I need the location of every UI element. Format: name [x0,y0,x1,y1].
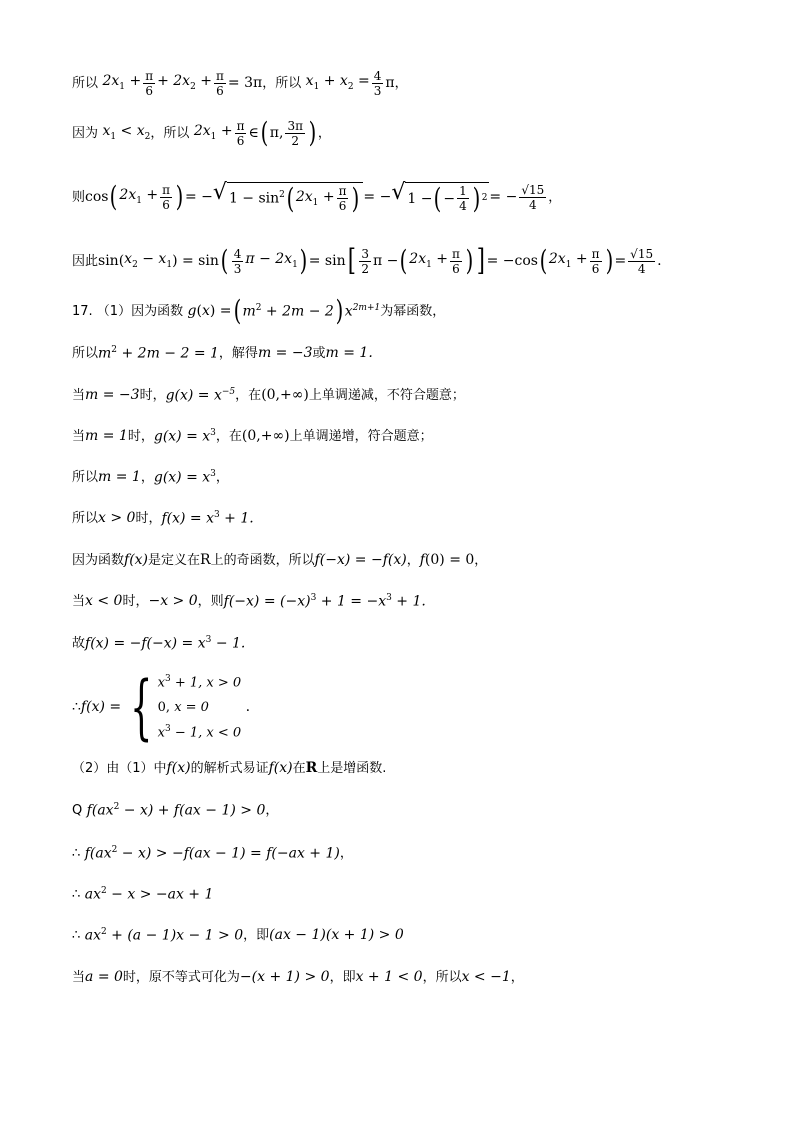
text: 当 [72,969,86,985]
text: 所以 [72,469,99,485]
text: ， [265,802,279,818]
line-8: 当 m = 1 时， $g(x) = x^3$ ，在 (0,+∞) 上单调递增，符合题意； [72,427,433,445]
line-12: 当 x < 0 时， −x > 0 ，则 $f(-x) = (-x)^3 + 1 = -x^3 + 1$. [72,592,426,610]
text: 的解析式易证 [190,760,269,776]
text: 则 [72,189,86,205]
text: ， [406,552,420,568]
line-9: 所以 m = 1 ， $g(x) = x^3$ ， [72,468,229,486]
text: 所以 [72,510,99,526]
text: 时， [122,593,149,609]
text: ，则 [197,593,224,609]
text: 上单调递减，不符合题意； [308,387,465,403]
text: ，解得 [218,345,258,361]
text: 当 [72,593,86,609]
line-20: 当 a = 0 时，原不等式可化为 −(x + 1) > 0 ，即 x + 1 < 0 ，所以 x < −1 ， [72,969,524,985]
text: 因为函数 [72,552,125,568]
text: ， [394,75,408,91]
text: ， [548,189,562,205]
text: ，所以 [422,969,462,985]
line-11: 因为函数 f(x) 是定义在 R 上的奇函数，所以 f(−x) = −f(x) ， f (0) = 0 ， [72,552,488,568]
text: 17. （1）因为函数 [72,303,184,319]
line-2: 因为 $x_1 < x_2$ ，所以 $2x_1$ + $\frac{\pi}{6}$ ∈ ( π, $\frac{3\pi}{2}$ ) ， [72,116,331,149]
text: 所以 [72,75,99,91]
line-10: 所以 x > 0 时， $f(x) = x^3 + 1$. [72,509,254,527]
text: ∴ [72,845,81,861]
line-6: 所以 $m^2 + 2m - 2 = 1$ ，解得 m = −3 或 m = 1. [72,344,373,362]
text: ，所以 [262,75,302,91]
text: ，即 [243,927,270,943]
line-5: 17. （1）因为函数 g ( x ) = ( $m^2 + 2m - 2$ ) $x^{2m+1}$ 为幂函数， [72,294,446,327]
text: Q [72,802,83,818]
text: ， [339,845,353,861]
line-19: ∴ $ax^2 + (a - 1)x - 1 > 0$ ，即 (ax − 1)(x + 1) > 0 [72,926,404,944]
text: ，在 [215,428,242,444]
text: ， [474,552,488,568]
text: 上是增函数. [317,760,387,776]
line-13: 故 $f(x) = -f(-x) = x^3 - 1$. [72,634,246,652]
piecewise-definition: ∴ f(x) = { $x^3 + 1$, x > 0 0, x = 0 $x^3 - 1$, x < 0 . [72,666,251,748]
line-7: 当 m = −3 时， $g(x) = x^{-5}$ ，在 (0,+∞) 上单调递减，不符合题意； [72,386,465,404]
text: ，即 [329,969,356,985]
text: ， [215,469,229,485]
text: 因为 [72,125,99,141]
text: ， [510,969,524,985]
text: 上单调递增，符合题意； [289,428,433,444]
text: ∴ [72,886,81,902]
text: 时，原不等式可化为 [122,969,240,985]
text: （2）由（1）中 [72,760,167,776]
line-15: （2）由（1）中 f(x) 的解析式易证 f(x) 在 R 上是增函数. [72,760,387,776]
text: 因此 [72,253,99,269]
text: 当 [72,387,86,403]
text: ， [317,125,331,141]
line-1: 所以 $2x_1$ + $\frac{\pi}{6}$ + $2x_2$ + $\frac{\pi}{6}$ = 3π ，所以 $x_1 + x_2$ = $\frac{4}{3}$ π ， [72,68,408,98]
text: 上的奇函数，所以 [210,552,315,568]
text: ，所以 [150,125,190,141]
line-18: ∴ $ax^2 - x > -ax + 1$ [72,885,214,903]
text: 当 [72,428,86,444]
text: 时， [127,428,154,444]
text: ∴ [72,927,81,943]
line-17: ∴ $f(ax^2 - x) > -f(ax - 1) = f(-ax + 1)$ ， [72,844,353,862]
text: 或 [312,345,326,361]
text: ，在 [235,387,262,403]
line-16: Q $f(ax^2 - x) + f(ax - 1) > 0$ ， [72,801,279,819]
text: ， [140,469,154,485]
text: 时， [135,510,162,526]
text: 所以 [72,345,99,361]
line-3: 则 cos ( $2x_1$ + $\frac{\pi}{6}$ ) = − √ $1 - \sin^2$ ( $2x_1$ + $\frac{\pi}{6}$ ) = − √ 1 − ( − $\frac{1}{4}$ ) 2 = − $\frac{√15}{4}$ ， [72,179,562,215]
text: 故 [72,635,86,651]
text: 时， [139,387,166,403]
text: 为幂函数， [380,303,446,319]
line-4: 因此 sin( $x_2 - x_1$ ) = sin ( $\frac{4}{3}$ $\pi - 2x_1$ ) = sin [ $\frac{3}{2}$ π − ( $2x_1$ + $\frac{\pi}{6}$ ) ] = −cos ( $2x_1$ + $\frac{\pi}{6}$ ) = $\frac{√15}{4}$ . [72,243,662,278]
text: 是定义在 [148,552,201,568]
text: 在 [292,760,306,776]
